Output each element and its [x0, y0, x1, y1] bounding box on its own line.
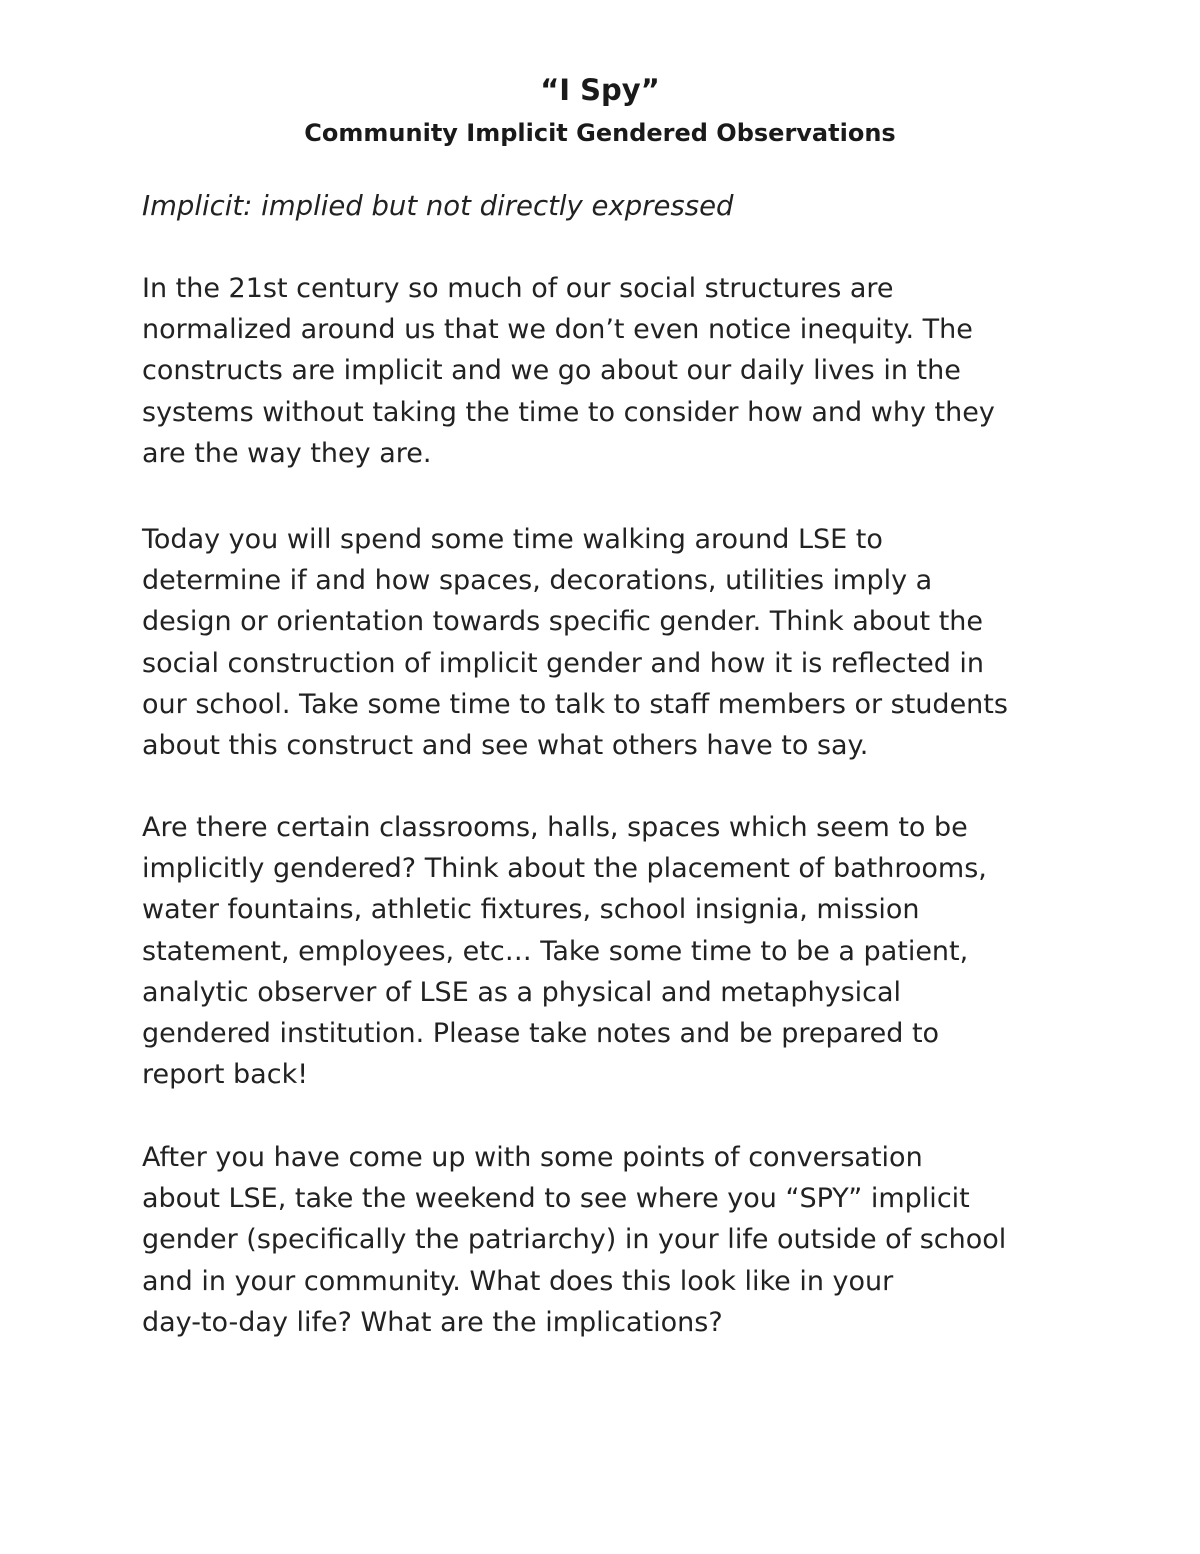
- paragraph-line: and in your community. What does this look like in your: [142, 1265, 894, 1297]
- paragraph-line: systems without taking the time to consider how and why they: [142, 396, 995, 428]
- document-subtitle: Community Implicit Gendered Observations: [304, 119, 896, 147]
- document-title: “I Spy”: [540, 73, 660, 107]
- paragraph-line: constructs are implicit and we go about our daily lives in the: [142, 355, 961, 387]
- paragraph-line: are the way they are.: [142, 437, 432, 469]
- paragraph-line: analytic observer of LSE as a physical and metaphysical: [142, 976, 902, 1008]
- paragraph-line: gender (specifically the patriarchy) in your life outside of school: [142, 1224, 1007, 1256]
- paragraph-line: determine if and how spaces, decorations, utilities imply a: [142, 565, 933, 597]
- paragraph-line: design or orientation towards specific gender. Think about the: [142, 606, 984, 638]
- paragraph-questions: [142, 807, 1062, 1095]
- paragraph-line: report back!: [142, 1059, 309, 1091]
- paragraph-intro: [142, 268, 1062, 474]
- paragraph-line: Are there certain classrooms, halls, spaces which seem to be: [142, 812, 968, 843]
- definition-text: Implicit: implied but not directly expressed: [142, 190, 734, 222]
- paragraph-line: about this construct and see what others have to say.: [142, 730, 869, 762]
- paragraph-line: implicitly gendered? Think about the placement of bathrooms,: [142, 853, 987, 885]
- paragraph-line: day-to-day life? What are the implications?: [142, 1306, 723, 1338]
- paragraph-task: [142, 519, 1062, 766]
- paragraph-line: gendered institution. Please take notes and be prepared to: [142, 1018, 940, 1050]
- paragraph-weekend: [142, 1137, 1062, 1343]
- paragraph-line: statement, employees, etc… Take some time to be a patient,: [142, 935, 969, 967]
- paragraph-line: In the 21st century so much of our social structures are: [142, 273, 894, 304]
- paragraph-line: Today you will spend some time walking around LSE to: [142, 524, 883, 555]
- paragraph-line: water fountains, athletic fixtures, school insignia, mission: [142, 894, 920, 926]
- paragraph-line: social construction of implicit gender and how it is reflected in: [142, 647, 985, 679]
- paragraph-line: normalized around us that we don’t even notice inequity. The: [142, 314, 973, 346]
- paragraph-line: our school. Take some time to talk to staff members or students: [142, 688, 1008, 720]
- paragraph-line: about LSE, take the weekend to see where you “SPY” implicit: [142, 1183, 970, 1215]
- paragraph-line: After you have come up with some points of conversation: [142, 1142, 923, 1173]
